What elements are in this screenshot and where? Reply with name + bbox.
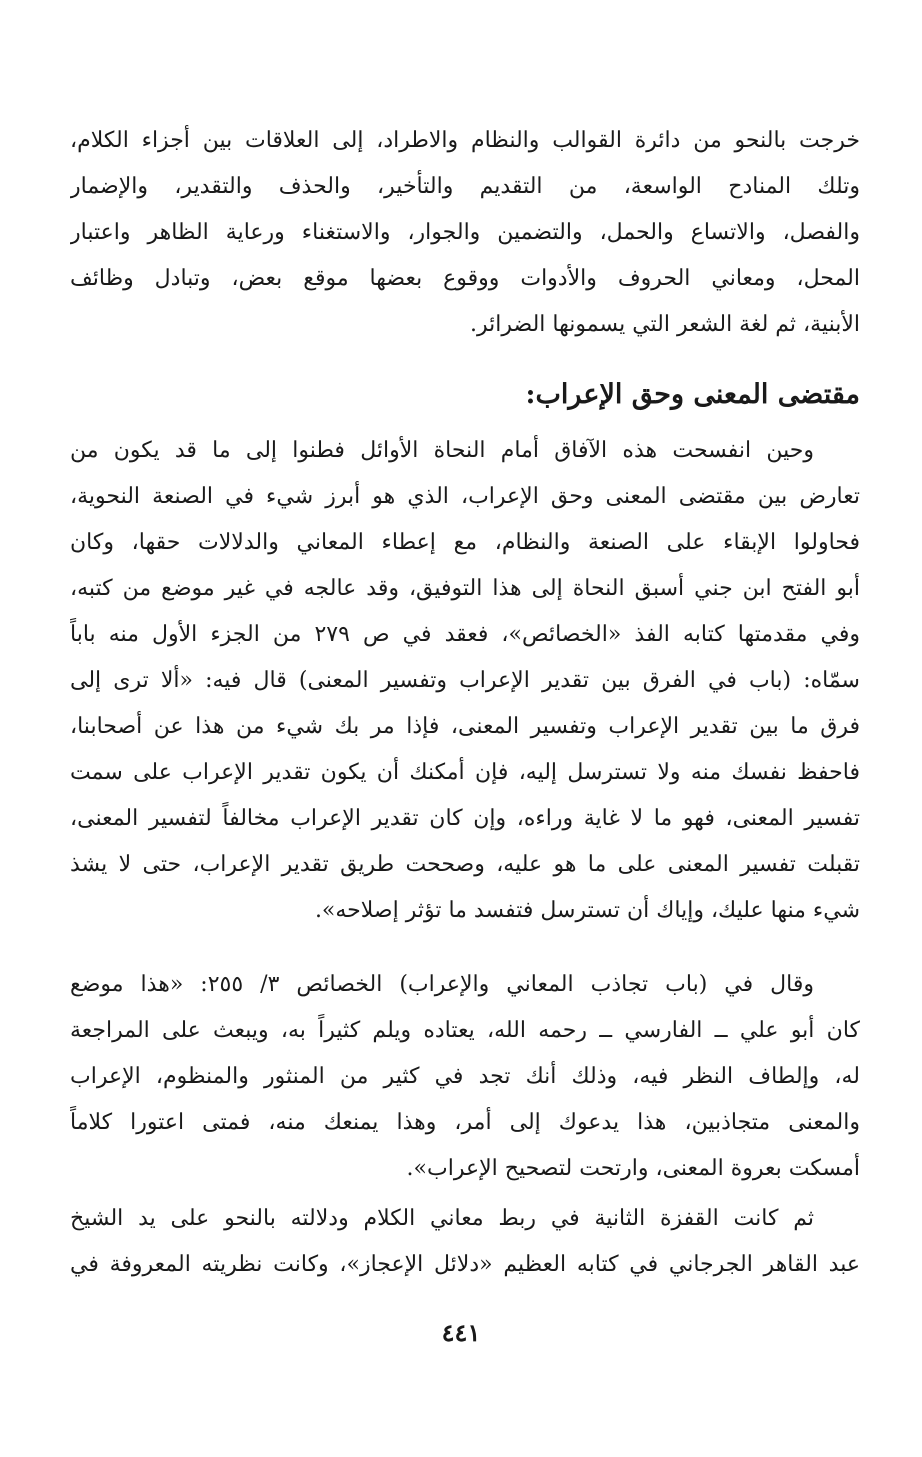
- paragraph-2: [70, 428, 860, 934]
- text-line: وقال في (باب تجاذب المعاني والإعراب) الخصائص ٣/ ٢٥٥: «هذا موضع: [70, 972, 814, 997]
- text-line: خرجت بالنحو من دائرة القوالب والنظام والاطراد، إلى العلاقات بين أجزاء الكلام،: [70, 128, 860, 153]
- paragraph-3: [70, 962, 860, 1192]
- text-line: المحل، ومعاني الحروف والأدوات ووقوع بعضها موقع بعض، وتبادل وظائف: [70, 266, 860, 291]
- text-line: كان أبو علي ــ الفارسي ــ رحمه الله، يعتاده ويلم كثيراً به، ويبعث على المراجعة: [70, 1018, 860, 1043]
- text-line: ثم كانت القفزة الثانية في ربط معاني الكلام ودلالته بالنحو على يد الشيخ: [70, 1206, 814, 1231]
- section-heading: مقتضى المعنى وحق الإعراب:: [525, 379, 860, 410]
- text-line: والمعنى متجاذبين، هذا يدعوك إلى أمر، وهذا يمنعك منه، فمتى اعتورا كلاماً: [70, 1110, 860, 1135]
- text-line: تفسير المعنى، فهو ما لا غاية وراءه، وإن كان تقدير الإعراب مخالفاً لتفسير المعنى،: [70, 806, 860, 831]
- text-line: وفي مقدمتها كتابه الفذ «الخصائص»، فعقد في ص ٢٧٩ من الجزء الأول منه باباً: [70, 622, 860, 647]
- paragraph-1: [70, 118, 860, 348]
- text-line: فحاولوا الإبقاء على الصنعة والنظام، مع إعطاء المعاني والدلالات حقها، وكان: [70, 530, 860, 555]
- text-line: وتلك المنادح الواسعة، من التقديم والتأخير، والحذف والتقدير، والإضمار: [70, 174, 860, 199]
- text-line: تعارض بين مقتضى المعنى وحق الإعراب، الذي هو أبرز شيء في الصنعة النحوية،: [70, 484, 860, 509]
- text-line: الأبنية، ثم لغة الشعر التي يسمونها الضرائر.: [470, 312, 860, 337]
- paragraph-4: [70, 1196, 860, 1288]
- page-number: ٤٤١: [441, 1318, 481, 1347]
- text-line: فاحفظ نفسك منه ولا تسترسل إليه، فإن أمكنك أن يكون تقدير الإعراب على سمت: [70, 760, 860, 785]
- text-line: شيء منها عليك، وإياك أن تسترسل فتفسد ما تؤثر إصلاحه».: [314, 898, 860, 923]
- text-line: له، وإلطاف النظر فيه، وذلك أنك تجد في كثير من المنثور والمنظوم، الإعراب: [70, 1064, 860, 1089]
- text-line: أبو الفتح ابن جني أسبق النحاة إلى هذا التوفيق، وقد عالجه في غير موضع من كتبه،: [70, 576, 860, 601]
- text-line: فرق ما بين تقدير الإعراب وتفسير المعنى، فإذا مر بك شيء من هذا عن أصحابنا،: [70, 714, 860, 739]
- text-line: وحين انفسحت هذه الآفاق أمام النحاة الأوائل فطنوا إلى ما قد يكون من: [70, 438, 814, 463]
- text-line: والفصل، والاتساع والحمل، والتضمين والجوار، والاستغناء ورعاية الظاهر واعتبار: [70, 220, 860, 245]
- text-line: سمّاه: (باب في الفرق بين تقدير الإعراب وتفسير المعنى) قال فيه: «ألا ترى إلى: [70, 668, 860, 693]
- text-line: تقبلت تفسير المعنى على ما هو عليه، وصححت طريق تقدير الإعراب، حتى لا يشذ: [70, 852, 860, 877]
- text-line: أمسكت بعروة المعنى، وارتحت لتصحيح الإعراب».: [406, 1156, 860, 1181]
- text-line: عبد القاهر الجرجاني في كتابه العظيم «دلائل الإعجاز»، وكانت نظريته المعروفة في: [70, 1252, 860, 1277]
